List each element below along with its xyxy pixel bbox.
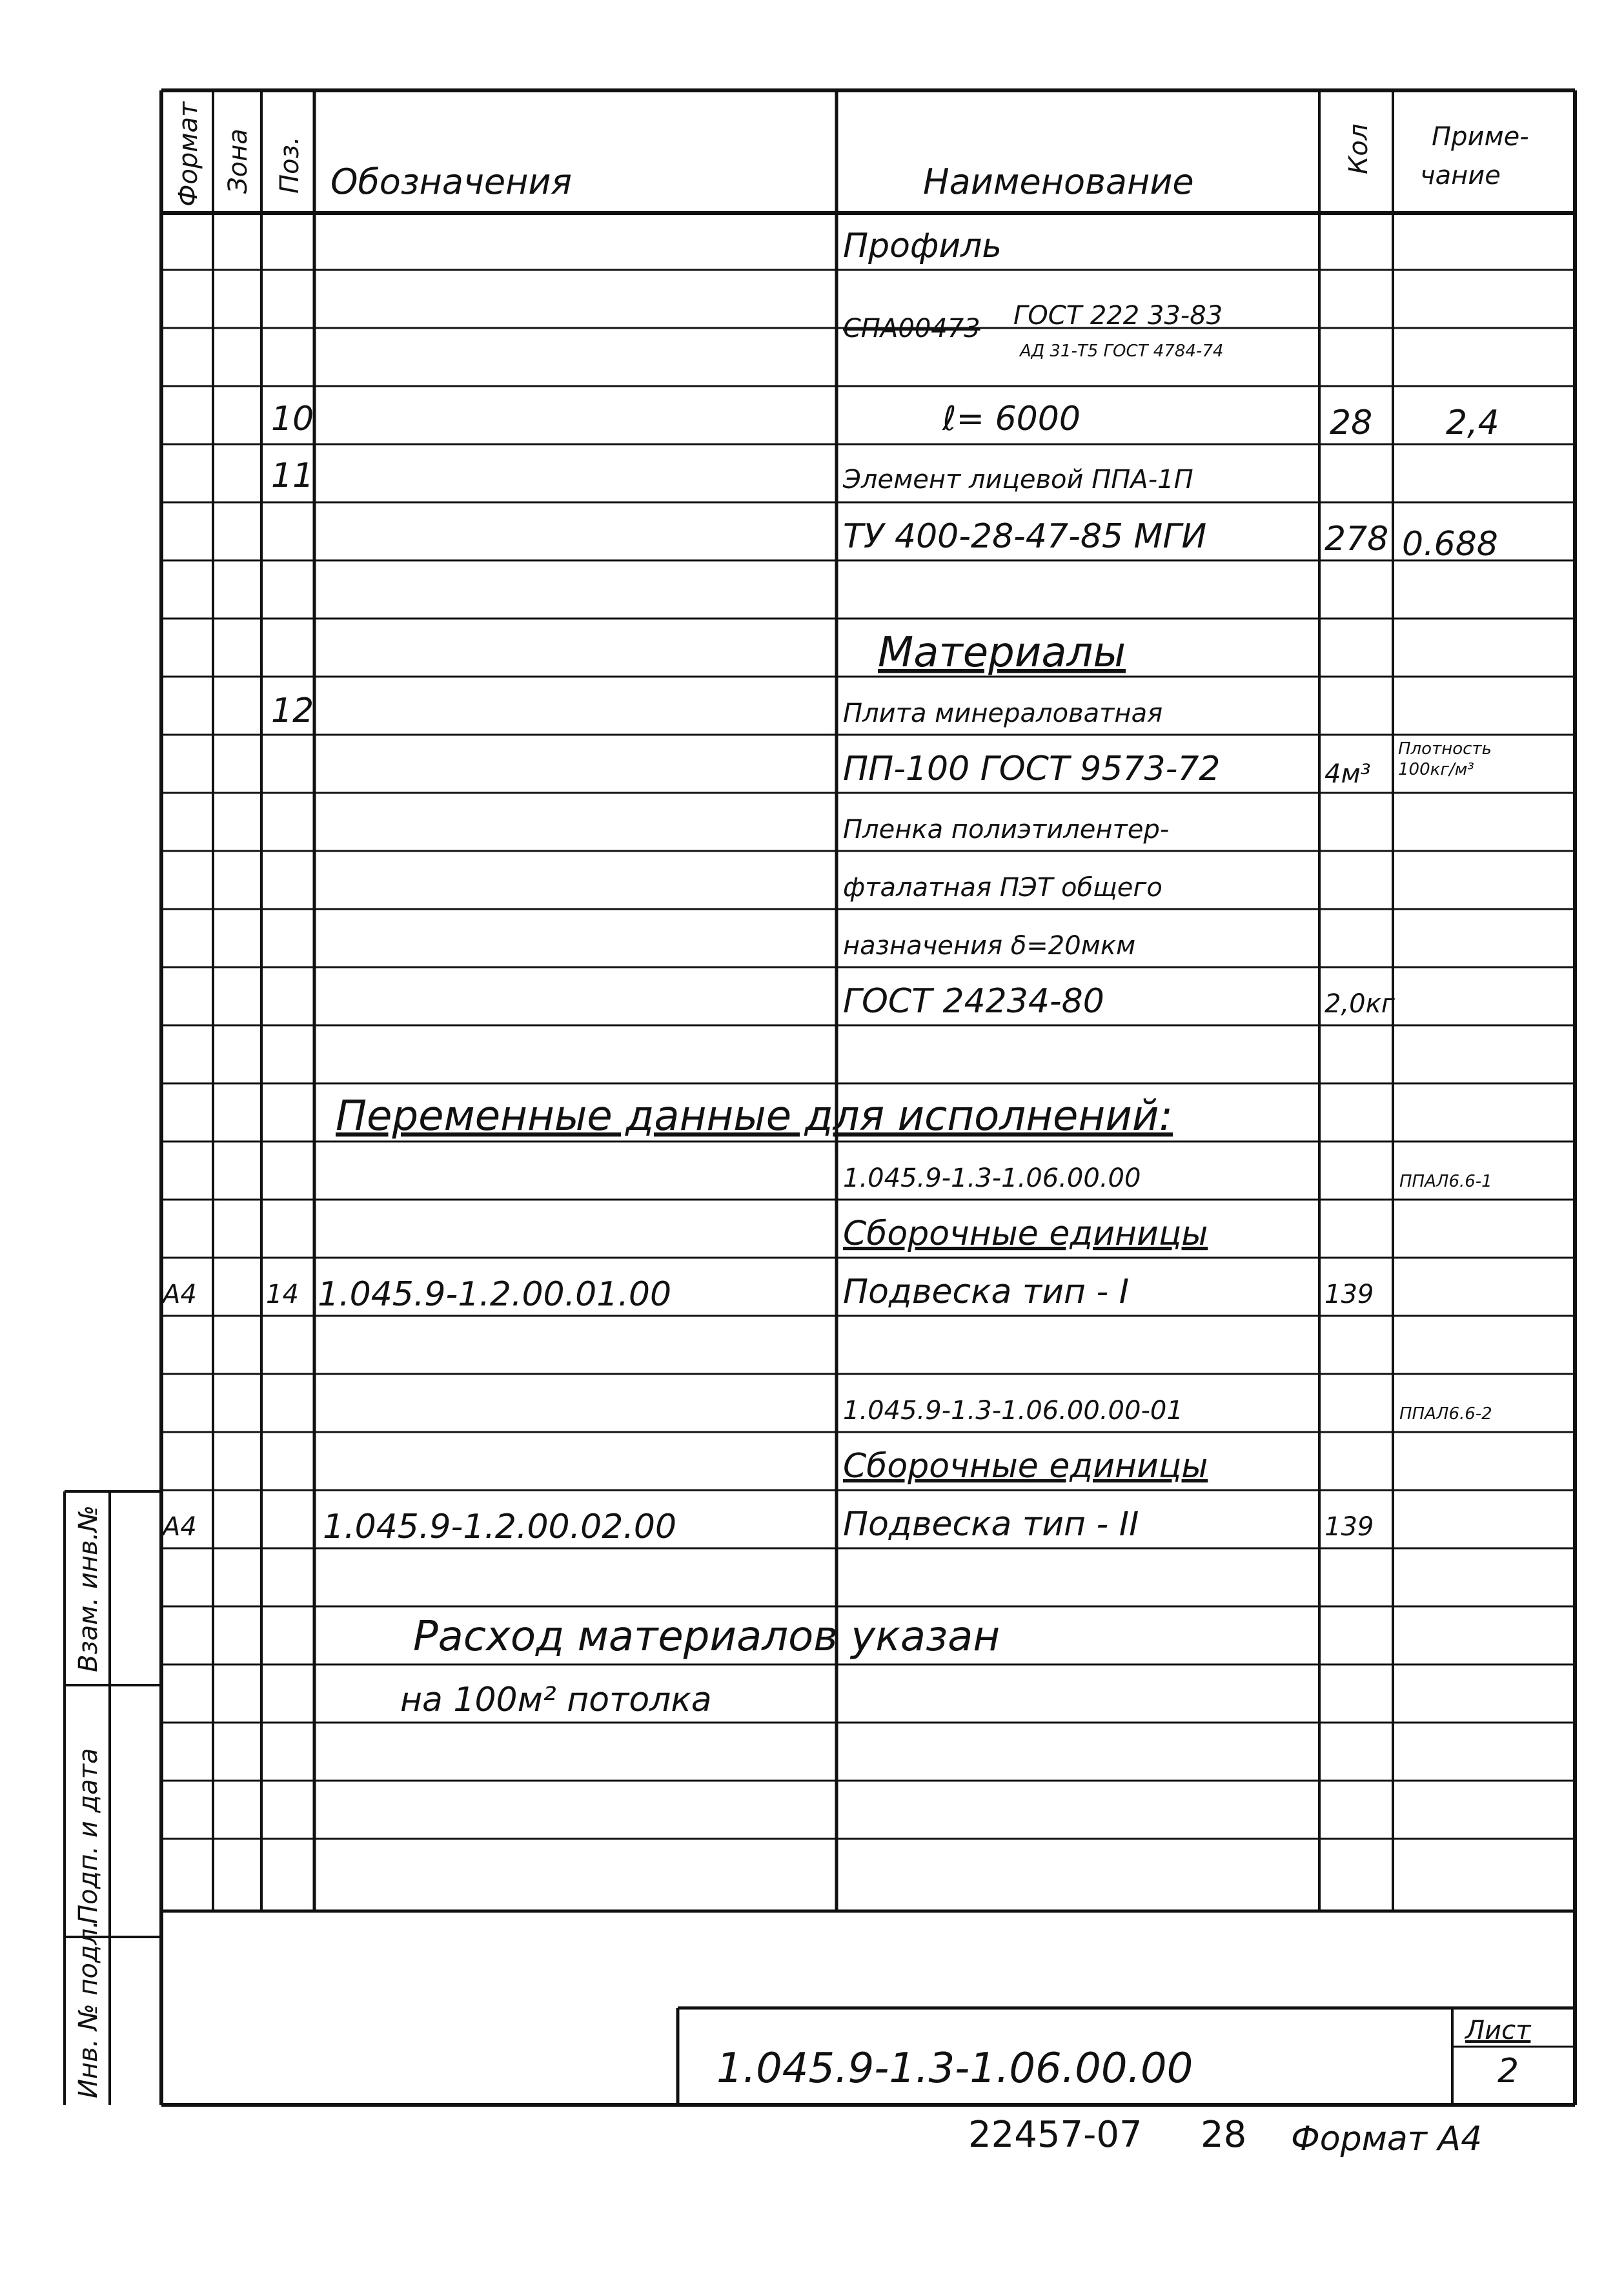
row-qty: 278 [1325, 520, 1389, 558]
row-note-density: Плотность [1398, 739, 1492, 759]
row-name-alloy: АД 31-Т5 ГОСТ 4784-74 [1020, 342, 1224, 361]
footer-format: Формат А4 [1291, 2120, 1483, 2158]
row-name-code: СПА00473 [843, 314, 980, 343]
row-name: 1.045.9-1.3-1.06.00.00 [843, 1163, 1141, 1193]
header-note-line2: чание [1420, 161, 1501, 190]
row-pos: 11 [271, 456, 314, 495]
sheet-label: Лист [1465, 2016, 1531, 2045]
section-title-materials: Материалы [878, 629, 1126, 677]
row-qty: 28 [1330, 404, 1373, 442]
row-pos: 10 [271, 400, 314, 438]
sheet-number: 2 [1497, 2052, 1519, 2091]
row-name: назначения δ=20мкм [843, 931, 1136, 961]
header-zone: Зона [223, 128, 253, 194]
row-qty: 4м³ [1325, 759, 1371, 789]
row-name: ПП-100 ГОСТ 9573-72 [843, 750, 1221, 788]
row-designation: 1.045.9-1.2.00.01.00 [318, 1275, 672, 1314]
header-name: Наименование [923, 161, 1194, 202]
row-name: ГОСТ 24234-80 [843, 982, 1104, 1021]
row-name: ℓ= 6000 [942, 400, 1081, 438]
stamp-signature-date: Подп. и дата [74, 1748, 103, 1924]
row-pos: 14 [266, 1280, 299, 1309]
title-block [716, 2016, 1532, 2093]
row-name: Профиль [843, 227, 1002, 265]
row-name-subheading: Сборочные единицы [843, 1214, 1208, 1253]
row-designation: 1.045.9-1.2.00.02.00 [323, 1508, 677, 1546]
footer [968, 2114, 1482, 2158]
row-note: 0.688 [1402, 525, 1498, 564]
row-name: 1.045.9-1.3-1.06.00.00-01 [843, 1396, 1183, 1426]
header-note-line1: Приме- [1432, 122, 1529, 152]
row-name-gost: ГОСТ 222 33-83 [1013, 301, 1223, 331]
header-qty: Кол [1344, 123, 1374, 174]
row-note: 2,4 [1446, 404, 1499, 442]
row-pos: 12 [271, 691, 314, 730]
row-note: ППАЛ6.6-2 [1399, 1404, 1492, 1424]
row-qty: 139 [1325, 1280, 1374, 1309]
header-designation: Обозначения [330, 161, 572, 202]
row-format: А4 [163, 1280, 197, 1309]
row-name: Элемент лицевой ППА-1П [843, 465, 1193, 495]
row-name: Подвеска тип - I [843, 1273, 1130, 1311]
header-pos: Поз. [275, 136, 305, 194]
row-name: Подвеска тип - II [843, 1505, 1139, 1544]
table-header [174, 101, 1529, 207]
stamp-original-inv: Инв. № подл. [74, 1920, 103, 2098]
row-qty: 139 [1325, 1512, 1374, 1542]
side-stamp [74, 1505, 103, 2098]
row-name: фталатная ПЭТ общего [843, 873, 1162, 903]
note-area: на 100м² потолка [400, 1681, 712, 1719]
row-note-density-value: 100кг/м³ [1398, 760, 1474, 779]
header-format: Формат [174, 101, 203, 207]
row-format: А4 [163, 1512, 197, 1542]
row-name: Плита минераловатная [843, 699, 1163, 728]
table-body [161, 227, 1499, 1719]
footer-order-number: 22457-07 [968, 2114, 1142, 2156]
row-name: ТУ 400-28-47-85 МГИ [843, 517, 1207, 556]
document-number: 1.045.9-1.3-1.06.00.00 [716, 2045, 1193, 2093]
stamp-replacement-inv: Взам. инв.№ [74, 1505, 103, 1672]
footer-copy-number: 28 [1201, 2114, 1247, 2156]
note-consumption: Расход материалов указан [413, 1613, 1000, 1661]
row-note: ППАЛ6.6-1 [1399, 1172, 1492, 1191]
row-qty: 2,0кг [1325, 989, 1395, 1019]
section-title-variable-data: Переменные данные для исполнений: [336, 1092, 1173, 1140]
row-name: Пленка полиэтилентер- [843, 815, 1170, 845]
row-name-subheading: Сборочные единицы [843, 1447, 1208, 1486]
